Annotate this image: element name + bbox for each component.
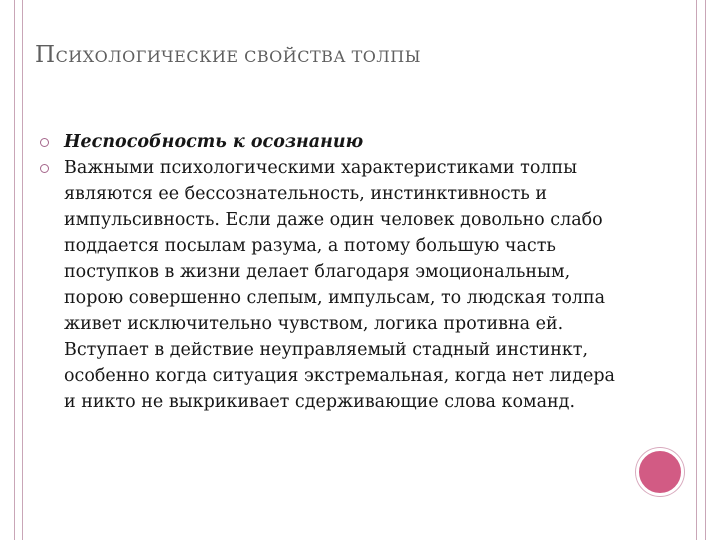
bullet-text: Важными психологическими характеристиками толпы являются ее бессознательность, инстинктивность и импульсивность. Если даже один человек довольно слабо поддается посылам разума, а потому большую часть поступков в жизни делает благодаря эмоциональным, порою совершенно слепым, импульсам, то людская толпа живет исключительно чувством, логика противна ей. Вступает в действие неуправляемый стадный инстинкт, особенно когда ситуация экстремальная, когда нет лидера и никто не выкрикивает сдерживающие слова команд. [64,158,615,412]
decorative-circle [636,448,684,496]
right-border-decoration [696,0,706,540]
left-border-decoration [14,0,23,540]
slide-title [35,42,421,68]
bullet-circle-icon [40,164,49,173]
bullet-item-2 [36,155,616,415]
bullet-text: Неспособность к осознанию [64,132,364,152]
bullet-list [36,129,616,415]
title-first-letter: П [35,42,56,68]
bullet-item-1 [36,129,616,155]
title-rest: СИХОЛОГИЧЕСКИЕ СВОЙСТВА ТОЛПЫ [55,47,421,66]
bullet-circle-icon [40,138,49,147]
